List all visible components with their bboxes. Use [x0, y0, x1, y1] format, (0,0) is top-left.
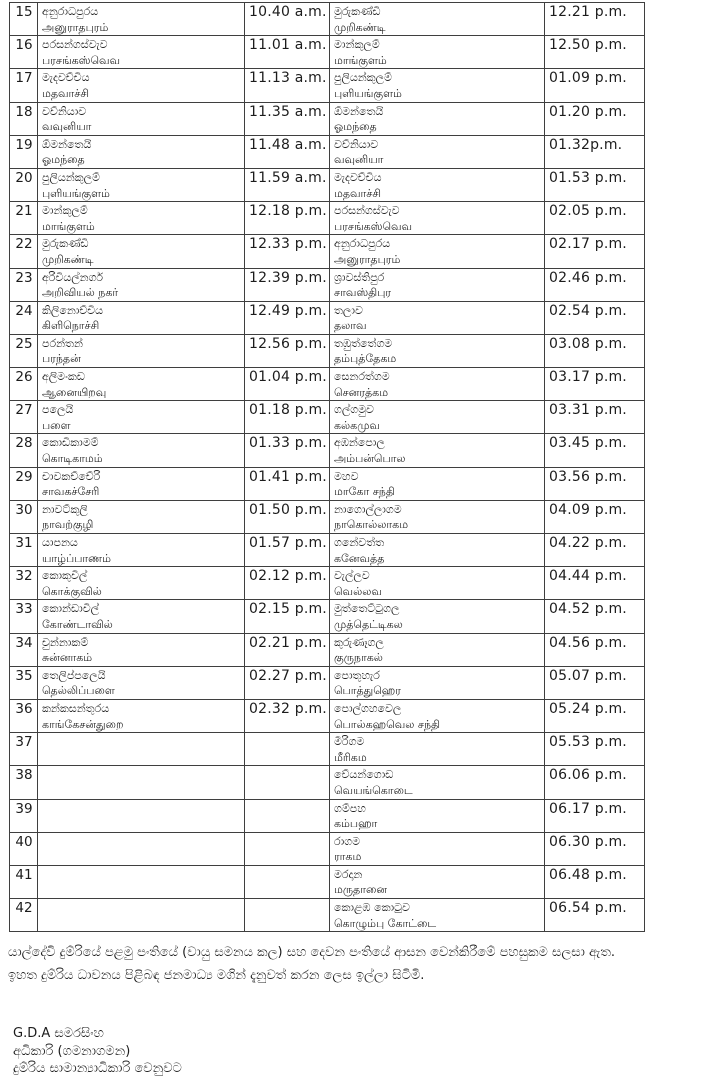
time1-cell [245, 766, 330, 799]
time1-cell: 12.56 p.m. [245, 334, 330, 367]
station2-tamil: ஓமந்தை [334, 120, 377, 134]
station2-cell [330, 534, 545, 567]
station1-sinhala: යාපනය [42, 536, 78, 549]
station2-tamil: கனேவத்த [334, 551, 385, 565]
signatory-name: G.D.A සමරසිංහ [13, 1026, 104, 1041]
station1-cell [38, 666, 245, 699]
station1-tamil: ஓமந்தை [42, 153, 85, 167]
time1-cell: 12.33 p.m. [245, 235, 330, 268]
station1-tamil: பரசங்கஸ்வெவ [42, 53, 121, 67]
time1-cell: 02.21 p.m. [245, 633, 330, 666]
station2-tamil: குருநாகல் [334, 651, 383, 665]
time2-cell: 03.45 p.m. [545, 434, 645, 467]
row-number-cell: 30 [10, 500, 38, 533]
timetable-row [10, 500, 645, 533]
station2-sinhala: මාන්කුලම් [334, 38, 380, 52]
time1-cell: 01.04 p.m. [245, 368, 330, 401]
time1-cell: 11.59 a.m. [245, 168, 330, 201]
station1-cell [38, 301, 245, 334]
timetable-row [10, 202, 645, 235]
row-number-cell: 28 [10, 434, 38, 467]
station1-tamil: கொடிகாமம் [42, 452, 103, 466]
station1-tamil: கொக்குவில் [42, 584, 102, 598]
time1-cell [245, 799, 330, 832]
row-number-cell: 20 [10, 168, 38, 201]
station2-sinhala: නාගොල්ලාගම [334, 502, 402, 516]
station1-cell [38, 699, 245, 732]
row-number-cell: 31 [10, 534, 38, 567]
station2-sinhala: මුත්තෙට්ටුගල [334, 602, 400, 616]
station1-sinhala: අරිවියල්නගර් [42, 270, 104, 284]
station2-cell [330, 368, 545, 401]
time1-cell: 02.32 p.m. [245, 699, 330, 732]
station2-sinhala: ශ්‍රාවස්තිපුර [334, 270, 385, 284]
station2-tamil: ராகம [334, 850, 362, 864]
station2-cell [330, 3, 545, 36]
station1-tamil: கிளிநொச்சி [42, 319, 100, 333]
station1-cell [38, 600, 245, 633]
station1-tamil: தெல்லிப்பளை [42, 684, 115, 698]
row-number-cell: 29 [10, 467, 38, 500]
station1-cell [38, 168, 245, 201]
station1-sinhala: වව්නියාව [42, 104, 87, 118]
station2-tamil: மீரிகம [334, 750, 367, 764]
time2-cell: 02.05 p.m. [545, 202, 645, 235]
station1-tamil: நாவற்குழி [42, 518, 94, 532]
station1-cell [38, 36, 245, 69]
station1-sinhala: නාවට්කුලි [42, 502, 88, 516]
row-number-cell: 21 [10, 202, 38, 235]
time2-cell: 01.20 p.m. [545, 102, 645, 135]
row-number-cell: 16 [10, 36, 38, 69]
time1-cell [245, 899, 330, 932]
timetable-row [10, 268, 645, 301]
row-number-cell: 35 [10, 666, 38, 699]
row-number-cell: 40 [10, 832, 38, 865]
time2-cell: 06.48 p.m. [545, 865, 645, 898]
time2-cell: 04.56 p.m. [545, 633, 645, 666]
station1-cell [38, 202, 245, 235]
row-number-cell: 26 [10, 368, 38, 401]
timetable-row [10, 434, 645, 467]
row-number-cell: 32 [10, 567, 38, 600]
station2-cell [330, 69, 545, 102]
row-number-cell: 17 [10, 69, 38, 102]
note-media-request: ඉහත දුම්රිය ධාවනය පිළිබඳ ජනමාධ්‍ය මගින් දැනුවත් කරන ලෙස ඉල්ලා සිටිමි. [8, 968, 425, 983]
station1-tamil: சாவகச்சேரி [42, 485, 100, 499]
station1-sinhala: පරන්තන් [42, 336, 83, 350]
timetable-row [10, 666, 645, 699]
time1-cell [245, 865, 330, 898]
time2-cell: 03.17 p.m. [545, 368, 645, 401]
station1-tamil: அனுராதபுரம் [42, 20, 109, 34]
station2-cell [330, 202, 545, 235]
time2-cell: 05.53 p.m. [545, 733, 645, 766]
station2-sinhala: සෙනරත්ගම [334, 370, 390, 384]
time2-cell: 06.54 p.m. [545, 899, 645, 932]
station2-cell [330, 434, 545, 467]
station1-cell [38, 135, 245, 168]
station1-tamil: சுன்னாகம் [42, 651, 93, 665]
time1-cell: 12.39 p.m. [245, 268, 330, 301]
time2-cell: 06.17 p.m. [545, 799, 645, 832]
time1-cell: 01.50 p.m. [245, 500, 330, 533]
station1-sinhala: චුන්නාකම් [42, 635, 89, 649]
station2-sinhala: මීරිගම [334, 735, 365, 749]
time1-cell: 02.12 p.m. [245, 567, 330, 600]
time2-cell: 06.30 p.m. [545, 832, 645, 865]
station1-sinhala: පුලියන්කුලම් [42, 170, 100, 184]
station2-cell [330, 500, 545, 533]
station2-sinhala: වේයන්ගොඩ [334, 768, 394, 782]
timetable-row [10, 733, 645, 766]
station2-tamil: பொல்கஹவெல சந்தி [334, 717, 441, 731]
station1-tamil: மாங்குளம் [42, 219, 95, 233]
station2-sinhala: පුලියන්කුලම් [334, 71, 392, 85]
time1-cell: 01.41 p.m. [245, 467, 330, 500]
time1-cell: 11.48 a.m. [245, 135, 330, 168]
station1-tamil: பரந்தன் [42, 352, 81, 366]
row-number-cell: 22 [10, 235, 38, 268]
time2-cell: 04.22 p.m. [545, 534, 645, 567]
station2-sinhala: තඹුත්තේගම [334, 336, 393, 350]
time2-cell: 01.53 p.m. [545, 168, 645, 201]
station1-cell [38, 334, 245, 367]
timetable-row [10, 567, 645, 600]
timetable-row [10, 334, 645, 367]
station2-cell [330, 102, 545, 135]
station1-sinhala: මැදවච්චිය [42, 71, 90, 85]
station2-tamil: தம்புத்தேகம [334, 352, 397, 366]
timetable-row [10, 699, 645, 732]
station1-cell [38, 401, 245, 434]
time2-cell: 03.08 p.m. [545, 334, 645, 367]
signatory-on-behalf: දුම්රිය සාමාන්‍යාධිකාරි වෙනුවට [13, 1061, 182, 1076]
station2-cell [330, 766, 545, 799]
station2-cell [330, 832, 545, 865]
station2-sinhala: කොළඹ කොටුව [334, 901, 410, 915]
time2-cell: 06.06 p.m. [545, 766, 645, 799]
station1-cell [38, 766, 245, 799]
timetable-body [10, 3, 645, 932]
station1-sinhala: චාවකච්චේරි [42, 469, 101, 483]
signature-block [13, 1025, 182, 1078]
timetable-row [10, 899, 645, 932]
timetable-row [10, 36, 645, 69]
station1-tamil: முறிகண்டி [42, 252, 94, 266]
time2-cell: 12.21 p.m. [545, 3, 645, 36]
timetable-row [10, 534, 645, 567]
station2-sinhala: ගම්පහ [334, 801, 366, 815]
station1-cell [38, 500, 245, 533]
station1-sinhala: කොඩිකාමම් [42, 436, 99, 450]
station2-tamil: மாகோ சந்தி [334, 485, 395, 499]
time1-cell [245, 832, 330, 865]
station2-sinhala: වැල්ලව [334, 569, 370, 583]
row-number-cell: 38 [10, 766, 38, 799]
station2-tamil: மாங்குளம் [334, 53, 387, 67]
timetable-row [10, 467, 645, 500]
time1-cell: 11.35 a.m. [245, 102, 330, 135]
time2-cell: 12.50 p.m. [545, 36, 645, 69]
time2-cell: 04.52 p.m. [545, 600, 645, 633]
station1-cell [38, 832, 245, 865]
time2-cell: 05.07 p.m. [545, 666, 645, 699]
row-number-cell: 24 [10, 301, 38, 334]
timetable-row [10, 401, 645, 434]
time1-cell: 10.40 a.m. [245, 3, 330, 36]
station1-sinhala: අලිමංකඩ [42, 370, 85, 384]
station2-sinhala: පරසන්ගස්වැව [334, 204, 400, 218]
timetable-row [10, 301, 645, 334]
timetable-row [10, 135, 645, 168]
station1-cell [38, 899, 245, 932]
station2-tamil: முத்தெட்டிகல [334, 617, 403, 631]
row-number-cell: 41 [10, 865, 38, 898]
row-number-cell: 36 [10, 699, 38, 732]
train-timetable [9, 2, 645, 932]
time1-cell: 12.49 p.m. [245, 301, 330, 334]
time1-cell: 01.18 p.m. [245, 401, 330, 434]
timetable-row [10, 3, 645, 36]
station2-sinhala: මහව [334, 469, 359, 483]
station2-sinhala: මරදාන [334, 867, 363, 881]
timetable-row [10, 600, 645, 633]
timetable-row [10, 102, 645, 135]
station2-cell [330, 36, 545, 69]
row-number-cell: 25 [10, 334, 38, 367]
time2-cell: 02.17 p.m. [545, 235, 645, 268]
time2-cell: 03.31 p.m. [545, 401, 645, 434]
time2-cell: 04.44 p.m. [545, 567, 645, 600]
time1-cell [245, 733, 330, 766]
time1-cell: 12.18 p.m. [245, 202, 330, 235]
station2-sinhala: ගනේවත්ත [334, 536, 385, 549]
time2-cell: 03.56 p.m. [545, 467, 645, 500]
station2-tamil: தலாவ [334, 319, 367, 333]
station2-cell [330, 699, 545, 732]
station1-tamil: புளியங்குளம் [42, 186, 110, 200]
station2-sinhala: පොල්ගහවෙල [334, 701, 402, 715]
note-seat-reservation: යාල්දේවි දුම්රියේ පළමු පංතියේ (වායු සමනය කල) සහ දෙවන පංතියේ ආසන වෙන්කිරීමේ පහසුකම සලසා ඇත. [8, 945, 616, 960]
station1-cell [38, 102, 245, 135]
station2-sinhala: මැදවච්චිය [334, 170, 382, 184]
station1-cell [38, 534, 245, 567]
time1-cell: 11.13 a.m. [245, 69, 330, 102]
signatory-title: අධිකාරි (ගමනාගමන) [13, 1043, 131, 1059]
timetable-row [10, 799, 645, 832]
station1-sinhala: කොන්ඩාවිල් [42, 602, 100, 616]
station1-cell [38, 368, 245, 401]
station2-sinhala: අනුරාධපුරය [334, 237, 391, 251]
station1-cell [38, 567, 245, 600]
station1-tamil: மதவாச்சி [42, 86, 89, 100]
station2-tamil: கொழும்பு கோட்டை [334, 916, 437, 930]
station1-sinhala: කන්කසන්තුරය [42, 701, 110, 715]
station2-cell [330, 334, 545, 367]
station1-sinhala: පරසන්ගස්වැව [42, 38, 108, 52]
station2-cell [330, 799, 545, 832]
time2-cell: 01.32p.m. [545, 135, 645, 168]
station2-tamil: பரசங்கஸ்வெவ [334, 219, 413, 233]
station1-tamil: வவுனியா [42, 120, 92, 134]
time1-cell: 11.01 a.m. [245, 36, 330, 69]
timetable-row [10, 865, 645, 898]
station2-sinhala: ඕමන්තෙයි [334, 104, 384, 118]
station2-sinhala: කුරුණෑගල [334, 635, 384, 649]
row-number-cell: 33 [10, 600, 38, 633]
station2-tamil: சாவஸ்திபுர [334, 286, 392, 300]
station1-cell [38, 69, 245, 102]
station2-tamil: வெல்லவ [334, 584, 382, 598]
timetable-row [10, 832, 645, 865]
station2-tamil: மருதானை [334, 883, 388, 897]
station1-sinhala: මුරුකණ්ඩි [42, 237, 89, 251]
row-number-cell: 18 [10, 102, 38, 135]
station1-cell [38, 865, 245, 898]
row-number-cell: 15 [10, 3, 38, 36]
station2-tamil: அனுராதபுரம் [334, 252, 401, 266]
station1-sinhala: පලෙයි [42, 403, 74, 417]
time2-cell: 05.24 p.m. [545, 699, 645, 732]
station2-cell [330, 666, 545, 699]
station1-cell [38, 434, 245, 467]
time1-cell: 02.27 p.m. [245, 666, 330, 699]
time2-cell: 01.09 p.m. [545, 69, 645, 102]
timetable-row [10, 168, 645, 201]
time2-cell: 02.54 p.m. [545, 301, 645, 334]
time2-cell: 02.46 p.m. [545, 268, 645, 301]
station1-sinhala: ඕමන්තෙයි [42, 137, 92, 151]
station1-sinhala: කොකුවිල් [42, 569, 88, 583]
station1-cell [38, 733, 245, 766]
row-number-cell: 42 [10, 899, 38, 932]
station2-tamil: நாகொல்லாகம [334, 518, 409, 532]
station1-cell [38, 633, 245, 666]
station1-cell [38, 467, 245, 500]
station2-tamil: வவுனியா [334, 153, 384, 167]
station1-tamil: காங்கேசன்துறை [42, 717, 124, 731]
station2-sinhala: මුරුකණ්ඩි [334, 5, 381, 18]
station2-tamil: அம்பன்பொல [334, 452, 406, 466]
station2-sinhala: පොතුහැර [334, 668, 380, 682]
station1-tamil: அறிவியல் நகர் [42, 286, 119, 300]
station1-tamil: யாழ்ப்பாணம் [42, 551, 111, 565]
timetable-row [10, 633, 645, 666]
station2-cell [330, 467, 545, 500]
station2-cell [330, 733, 545, 766]
row-number-cell: 37 [10, 733, 38, 766]
station2-tamil: மதவாச்சி [334, 186, 381, 200]
row-number-cell: 39 [10, 799, 38, 832]
station1-cell [38, 235, 245, 268]
station2-cell [330, 301, 545, 334]
station2-sinhala: රාගම [334, 834, 361, 848]
station2-cell [330, 633, 545, 666]
station2-cell [330, 168, 545, 201]
station2-cell [330, 865, 545, 898]
station1-cell [38, 3, 245, 36]
station1-sinhala: අනුරාධපුරය [42, 5, 99, 18]
time1-cell: 01.57 p.m. [245, 534, 330, 567]
station2-cell [330, 600, 545, 633]
row-number-cell: 23 [10, 268, 38, 301]
timetable-row [10, 766, 645, 799]
station2-cell [330, 235, 545, 268]
station2-tamil: முறிகண்டி [334, 20, 386, 34]
time1-cell: 02.15 p.m. [245, 600, 330, 633]
station2-tamil: செனரத்கம [334, 385, 389, 399]
station2-sinhala: වව්නියාව [334, 137, 379, 151]
row-number-cell: 27 [10, 401, 38, 434]
station2-tamil: பொத்துஹெர [334, 684, 401, 698]
station1-sinhala: තෙලිප්පලෙයි [42, 668, 106, 682]
station1-cell [38, 799, 245, 832]
station2-tamil: கல்கமுவ [334, 418, 380, 432]
station2-tamil: புளியங்குளம் [334, 86, 402, 100]
timetable-row [10, 368, 645, 401]
time2-cell: 04.09 p.m. [545, 500, 645, 533]
timetable-row [10, 235, 645, 268]
timetable-row [10, 69, 645, 102]
station1-tamil: பளை [42, 418, 71, 432]
row-number-cell: 19 [10, 135, 38, 168]
station2-cell [330, 899, 545, 932]
station2-cell [330, 401, 545, 434]
time1-cell: 01.33 p.m. [245, 434, 330, 467]
station2-tamil: கம்பஹா [334, 817, 378, 831]
row-number-cell: 34 [10, 633, 38, 666]
station2-cell [330, 268, 545, 301]
station1-cell [38, 268, 245, 301]
station1-tamil: கோண்டாவில் [42, 617, 113, 631]
station2-sinhala: අඹන්පොල [334, 436, 385, 450]
station2-sinhala: ගල්ගමුව [334, 403, 374, 417]
station1-sinhala: කිලිනොච්චිය [42, 303, 104, 317]
station2-cell [330, 135, 545, 168]
station2-sinhala: තලාව [334, 303, 363, 317]
station1-sinhala: මාන්කුලම් [42, 204, 88, 218]
notes-section [8, 941, 712, 987]
station2-tamil: வெயங்கொடை [334, 783, 413, 797]
station2-cell [330, 567, 545, 600]
station1-tamil: ஆனையிறவு [42, 385, 107, 399]
